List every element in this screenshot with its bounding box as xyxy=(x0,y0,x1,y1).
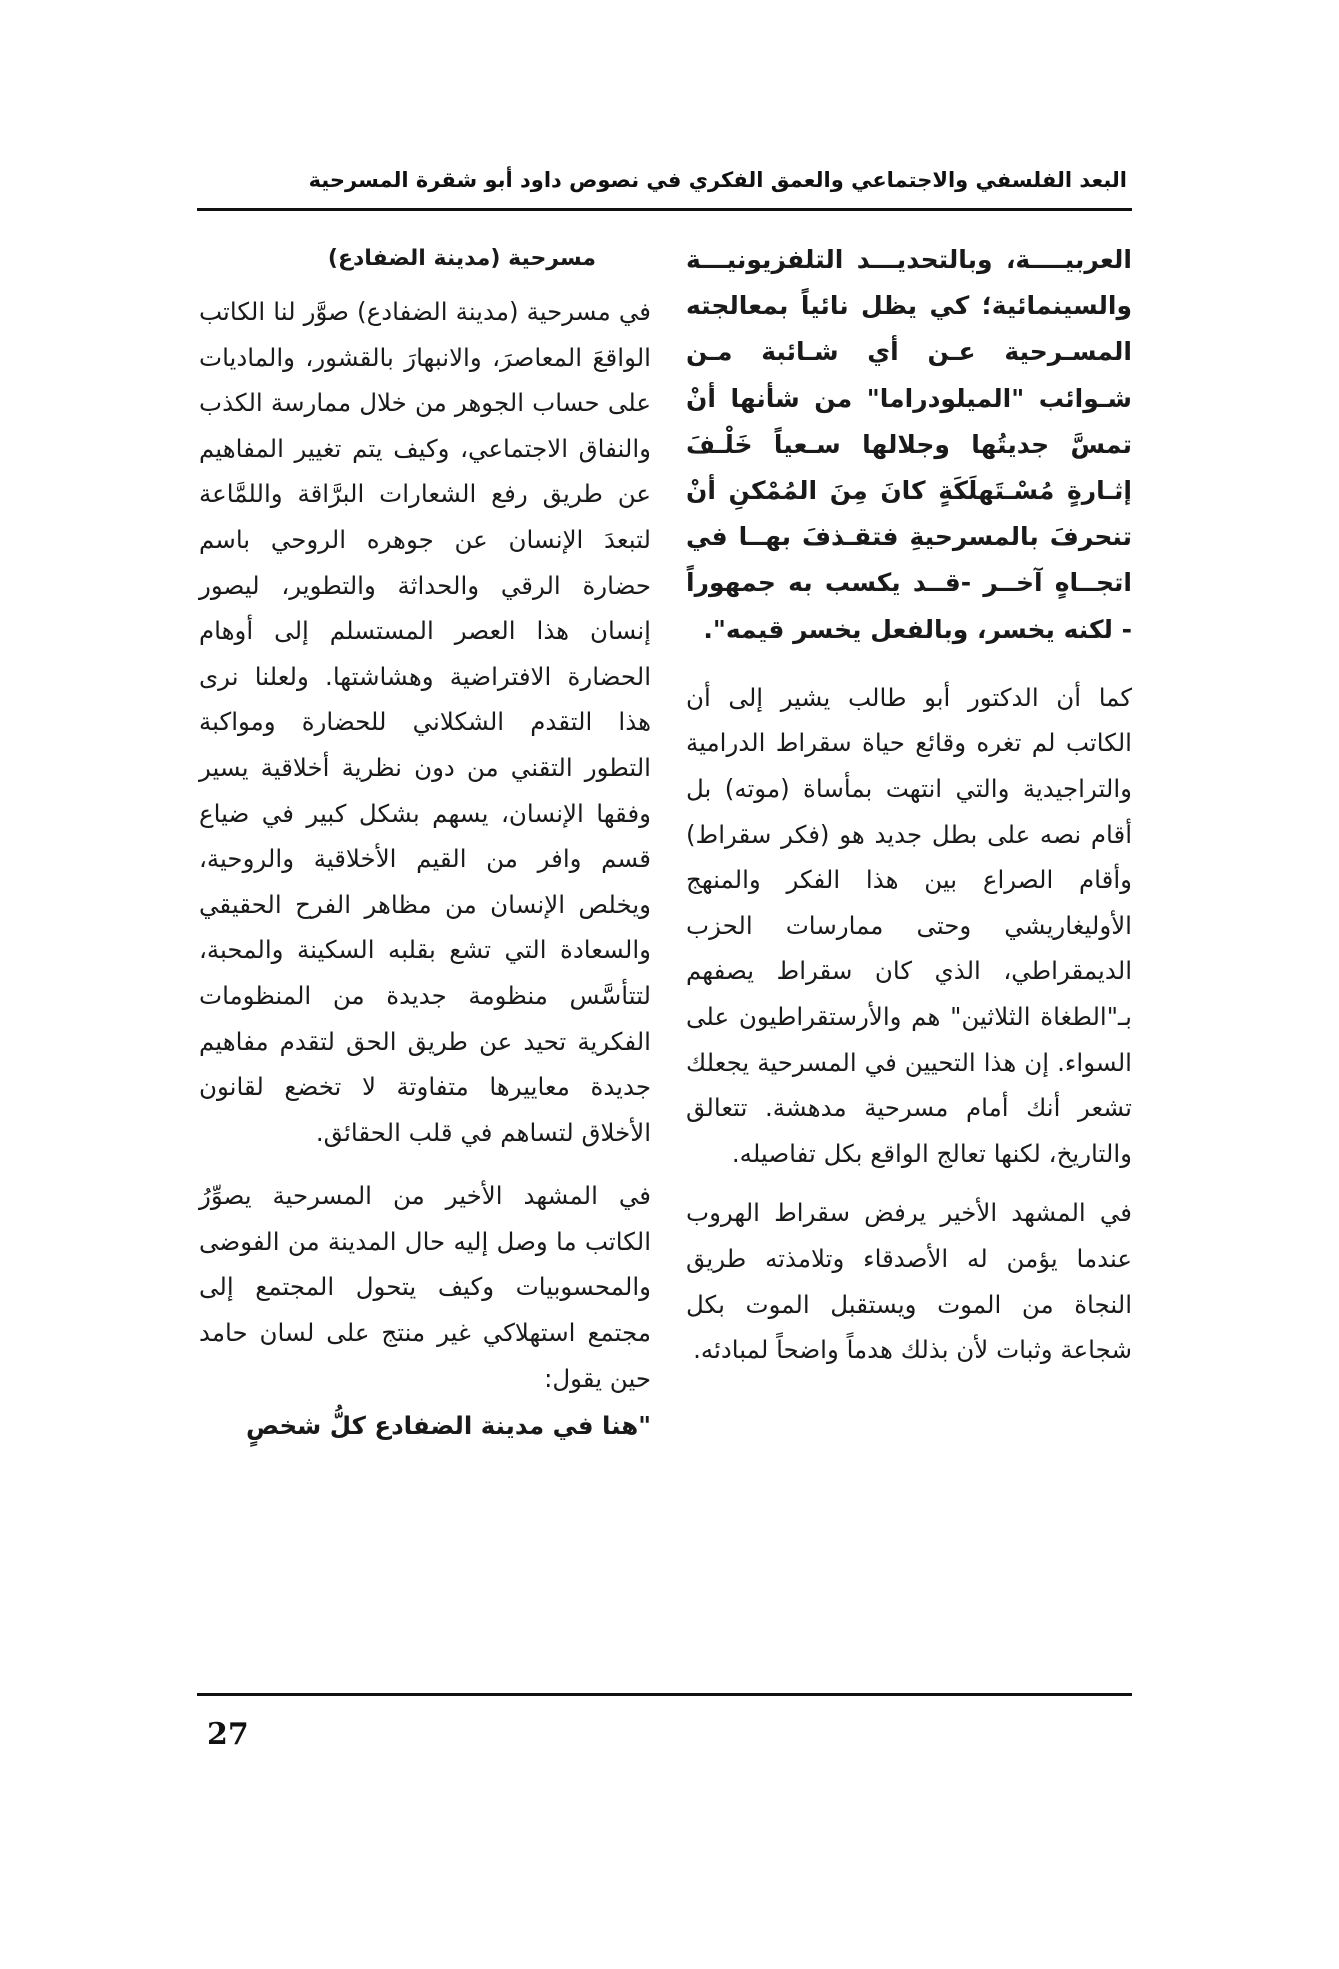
running-header-title: البعد الفلسفي والاجتماعي والعمق الفكري في نصوص داود أبو شقرة المسرحية xyxy=(308,168,1127,192)
body-paragraph-last-scene: في المشهد الأخير من المسرحية يصوِّرُ الكاتب ما وصل إليه حال المدينة من الفوضى والمحسوبيات وكيف يتحول المجتمع إلى مجتمع استهلاكي غير منتج على لسان حامد حين يقول: xyxy=(199,1181,651,1393)
section-heading: مسرحية (مدينة الضفادع) xyxy=(327,246,596,271)
page-number: 27 xyxy=(207,1717,249,1752)
body-paragraph-final-scene: في المشهد الأخير يرفض سقراط الهروب عندما يؤمن له الأصدقاء وتلامذته طريق النجاة من الموت ويستقبل الموت بكل شجاعة وثبات لأن بذلك هدماً واضحاً لمبادئه. xyxy=(686,1198,1132,1365)
quote-opening-line: "هنا في مدينة الضفادع كلُّ شخصٍ xyxy=(246,1411,651,1441)
right-column xyxy=(686,237,1132,1387)
footer-divider xyxy=(197,1693,1132,1696)
body-paragraph-socrates: كما أن الدكتور أبو طالب يشير إلى أن الكاتب لم تغره وقائع حياة سقراط الدرامية والتراجيدية والتي انتهت بمأساة (موته) بل أقام نصه على بطل جديد هو (فكر سقراط) وأقام الصراع بين هذا الفكر والمنهج الأوليغاريشي وحتى ممارسات الحزب الديمقراطي، الذي كان سقراط يصفهم بـ"الطغاة الثلاثين" هم والأرستقراطيون على السواء. إن هذا التحيين في المسرحية يجعلك تشعر أنك أمام مسرحية مدهشة. تتعالق والتاريخ، لكنها تعالج الواقع بكل تفاصيله. xyxy=(686,682,1132,1168)
header-divider xyxy=(197,208,1132,211)
quoted-passage: العربيــــة، وبالتحديـــد التلفزيونيـــة والسينمائية؛ كي يظل نائياً بمعالجته المسـرحية عـن أي شـائبة مـن شـوائب "الميلودراما" من شأنها أنْ تمسَّ جديتُها وجلالها سـعياً خَلْـفَ إثـارةٍ مُسْـتَهلَكَةٍ كانَ مِنَ المُمْكنِ أنْ تنحرفَ بالمسرحيةِ فتقـذفَ بهــا في اتجــاهٍ آخــر -قــد يكسب به جمهوراً - لكنه يخسر، وبالفعل يخسر قيمه". xyxy=(686,245,1132,644)
left-column xyxy=(199,237,651,1463)
body-paragraph-frogs-city: في مسرحية (مدينة الضفادع) صوَّر لنا الكاتب الواقعَ المعاصرَ، والانبهارَ بالقشور، والماديات على حساب الجوهر من خلال ممارسة الكذب والنفاق الاجتماعي، وكيف يتم تغيير المفاهيم عن طريق رفع الشعارات البرَّاقة واللمَّاعة لتبعدَ الإنسان عن جوهره الروحي باسم حضارة الرقي والحداثة والتطوير، ليصور إنسان هذا العصر المستسلم إلى أوهام الحضارة الافتراضية وهشاشتها. ولعلنا نرى هذا التقدم الشكلاني للحضارة ومواكبة التطور التقني من دون نظرية أخلاقية يسير وفقها الإنسان، يسهم بشكل كبير في ضياع قسم وافر من القيم الأخلاقية والروحية، ويخلص الإنسان من مظاهر الفرح الحقيقي والسعادة التي تشع بقلبه السكينة والمحبة، لتتأسَّس منظومة جديدة من المنظومات الفكرية تحيد عن طريق الحق لتقدم مفاهيم جديدة معاييرها متفاوتة لا تخضع لقانون الأخلاق لتساهم في قلب الحقائق. xyxy=(199,297,651,1147)
